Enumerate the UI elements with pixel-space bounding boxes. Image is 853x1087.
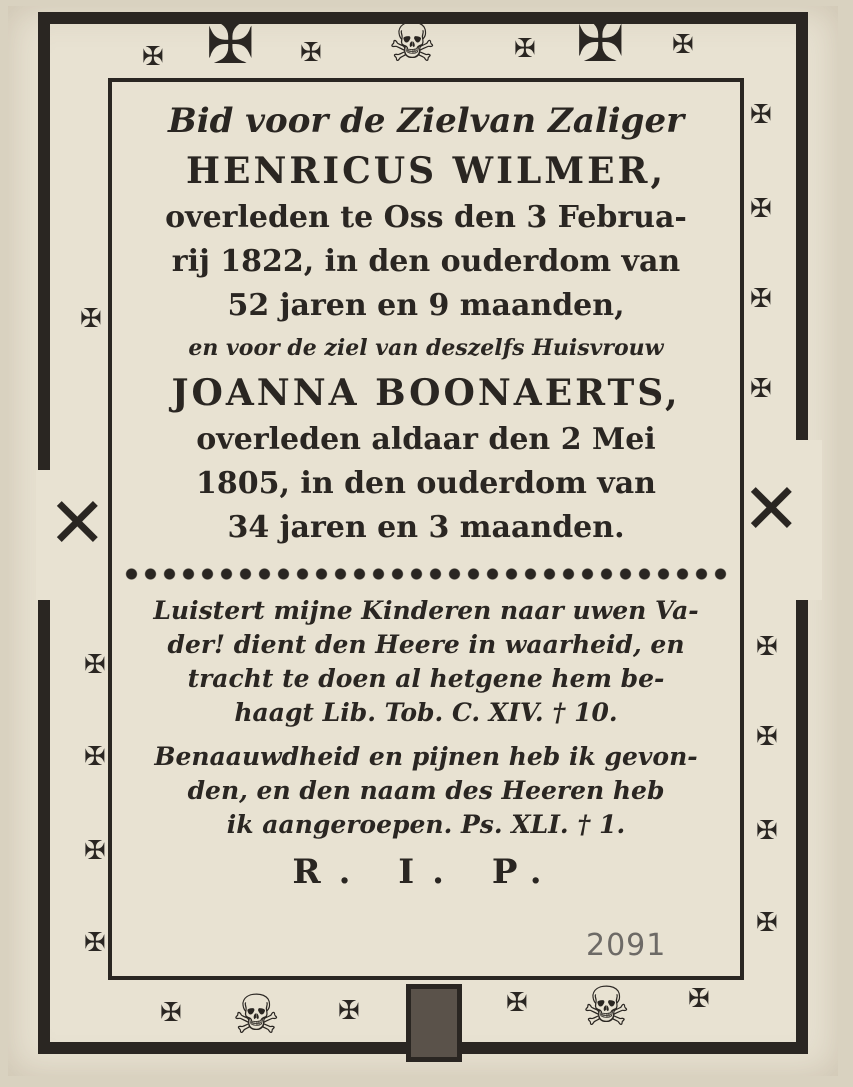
pencil-inventory-number: 2091 xyxy=(586,928,667,963)
skull-and-crossbones-icon: ☠ xyxy=(388,11,437,74)
cross-icon: ✠ xyxy=(506,988,528,1018)
verse-line: der! dient den Heere in waarheid, en xyxy=(167,630,685,659)
skull-and-crossbones-icon: ☠ xyxy=(582,975,631,1038)
cross-icon: ✠ xyxy=(756,816,778,846)
cross-icon: ✠ xyxy=(84,928,106,958)
crossed-bones-icon: ✕ xyxy=(48,482,107,564)
hourglass-icon xyxy=(406,984,462,1062)
cross-icon: ✠ xyxy=(750,374,772,404)
cross-icon: ✠ xyxy=(80,304,102,334)
cross-icon: ✠ xyxy=(756,908,778,938)
cross-icon: ✠ xyxy=(750,194,772,224)
cross-icon: ✠ xyxy=(750,100,772,130)
death-details-line: rij 1822, in den ouderdom van xyxy=(171,244,681,279)
cross-icon: ✠ xyxy=(142,42,164,72)
deceased-name-husband: HENRICUS WILMER, xyxy=(185,150,667,192)
skull-and-crossbones-icon: ☠ xyxy=(232,983,281,1046)
spouse-intro: en voor de ziel van deszelfs Huisvrouw xyxy=(188,335,664,361)
verse-line: tracht te doen al hetgene hem be- xyxy=(187,664,665,693)
memorial-text xyxy=(118,96,734,902)
cross-icon: ✠ xyxy=(160,998,182,1028)
maltese-cross-icon: ✠ xyxy=(206,9,255,77)
verse-line: Benaauwdheid en pijnen heb ik gevon- xyxy=(154,742,698,771)
cross-icon: ✠ xyxy=(84,742,106,772)
death-details-line: overleden aldaar den 2 Mei xyxy=(196,422,656,457)
death-details-line: 34 jaren en 3 maanden. xyxy=(227,510,625,545)
cross-icon: ✠ xyxy=(750,284,772,314)
cross-icon: ✠ xyxy=(514,34,536,64)
cross-icon: ✠ xyxy=(756,722,778,752)
death-details-line: overleden te Oss den 3 Februa- xyxy=(165,200,687,235)
verse-line: Luistert mijne Kinderen naar uwen Va- xyxy=(153,596,699,625)
cross-icon: ✠ xyxy=(756,632,778,662)
cross-icon: ✠ xyxy=(84,650,106,680)
cross-icon: ✠ xyxy=(688,984,710,1014)
cross-icon: ✠ xyxy=(672,30,694,60)
prayer-heading: Bid voor de Zielvan Zaliger xyxy=(168,101,684,141)
verse-line: haagt Lib. Tob. C. XIV. † 10. xyxy=(234,698,618,727)
deceased-name-wife: JOANNA BOONAERTS, xyxy=(171,372,681,414)
maltese-cross-icon: ✠ xyxy=(576,7,625,75)
death-details-line: 1805, in den ouderdom van xyxy=(196,466,656,501)
verse-line: den, en den naam des Heeren heb xyxy=(187,776,665,805)
cross-icon: ✠ xyxy=(300,38,322,68)
cross-icon: ✠ xyxy=(84,836,106,866)
rip-closing: R. I. P. xyxy=(292,852,560,892)
dotted-divider xyxy=(122,564,730,584)
verse-line: ik aangeroepen. Ps. XLI. † 1. xyxy=(226,810,626,839)
death-details-line: 52 jaren en 9 maanden, xyxy=(227,288,625,323)
crossed-bones-icon: ✕ xyxy=(742,468,801,550)
cross-icon: ✠ xyxy=(338,996,360,1026)
